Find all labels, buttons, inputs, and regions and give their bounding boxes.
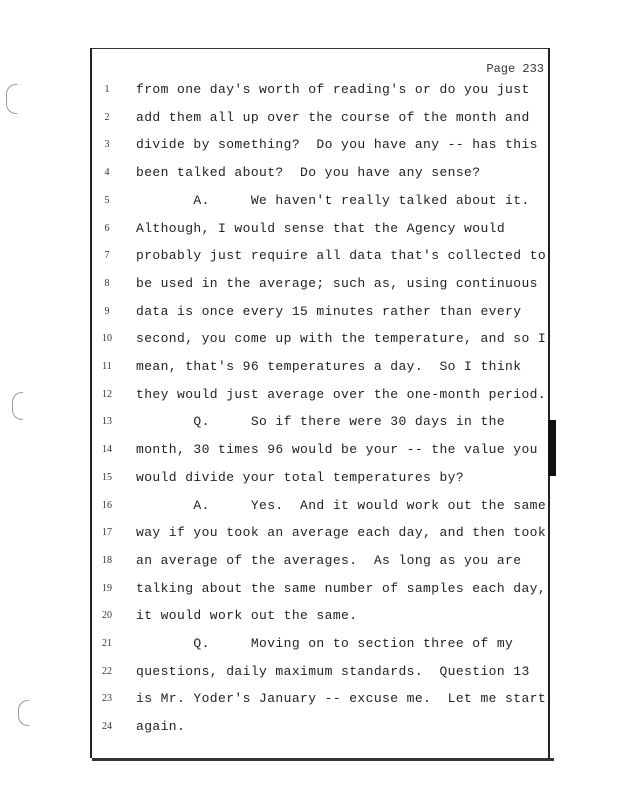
line-number: 5: [104, 194, 110, 206]
line-text: probably just require all data that's collected to: [136, 248, 547, 264]
line-number: 24: [102, 721, 112, 733]
line-text: Q. So if there were 30 days in the: [136, 414, 506, 430]
transcript-line: [0, 470, 622, 490]
line-text: it would work out the same.: [136, 608, 358, 624]
line-number: 21: [102, 638, 112, 649]
transcript-line: [0, 414, 622, 434]
line-text: data is once every 15 minutes rather than every: [136, 303, 522, 319]
line-text: A. Yes. And it would work out the same: [136, 497, 547, 513]
transcript-line: [0, 498, 622, 518]
line-number: 14: [102, 444, 112, 456]
line-text: is Mr. Yoder's January -- excuse me. Let me start: [136, 691, 547, 707]
transcript-line: [0, 248, 622, 268]
line-number: 3: [104, 139, 110, 151]
transcript-line: [0, 82, 622, 102]
transcript-line: [0, 276, 622, 296]
line-text: second, you come up with the temperature, and so I: [136, 331, 547, 347]
line-text: add them all up over the course of the month and: [136, 109, 530, 125]
line-number: 17: [102, 527, 112, 539]
transcript-line: [0, 387, 622, 407]
line-text: again.: [136, 719, 186, 735]
transcript-line: [0, 193, 622, 213]
line-number: 18: [102, 554, 112, 566]
line-number: 16: [102, 499, 112, 511]
line-number: 9: [104, 305, 110, 317]
line-text: way if you took an average each day, and then took: [136, 525, 547, 541]
transcript-line: [0, 581, 622, 601]
line-number: 2: [104, 111, 110, 123]
line-text: been talked about? Do you have any sense?: [136, 165, 481, 181]
line-number: 7: [104, 250, 110, 262]
transcript-line: [0, 442, 622, 462]
page-number: Page 233: [486, 62, 544, 76]
transcript-line: [0, 359, 622, 379]
line-text: mean, that's 96 temperatures a day. So I think: [136, 359, 522, 374]
line-number: 6: [104, 222, 110, 234]
line-number: 15: [102, 471, 112, 483]
transcript-line: [0, 137, 622, 157]
line-number: 1: [104, 84, 110, 95]
line-number: 10: [102, 333, 112, 345]
transcript-line: [0, 221, 622, 241]
transcript-line: [0, 304, 622, 324]
line-number: 8: [104, 277, 110, 289]
line-text: would divide your total temperatures by?: [136, 469, 465, 485]
line-number: 4: [104, 167, 110, 179]
line-text: from one day's worth of reading's or do you just: [136, 82, 530, 97]
transcript-line: [0, 331, 622, 351]
transcript-line: [0, 525, 622, 545]
line-text: Q. Moving on to section three of my: [136, 636, 514, 651]
line-number: 12: [102, 388, 112, 400]
transcript-line: [0, 664, 622, 684]
line-number: 13: [102, 416, 112, 428]
line-number: 23: [102, 693, 112, 705]
line-text: an average of the averages. As long as you are: [136, 552, 522, 568]
transcript-line: [0, 636, 622, 656]
line-text: they would just average over the one-month period.: [136, 386, 547, 402]
line-text: divide by something? Do you have any -- has this: [136, 137, 538, 153]
transcript-line: [0, 165, 622, 185]
transcript-line: [0, 553, 622, 573]
line-text: questions, daily maximum standards. Question 13: [136, 663, 530, 679]
transcript-line: [0, 691, 622, 711]
line-number: 22: [102, 665, 112, 677]
line-number: 11: [102, 361, 112, 372]
line-text: be used in the average; such as, using continuous: [136, 275, 538, 291]
transcript-line: [0, 110, 622, 130]
line-text: talking about the same number of samples each day,: [136, 580, 547, 596]
transcript-line: [0, 608, 622, 628]
line-text: month, 30 times 96 would be your -- the value you: [136, 442, 538, 458]
line-text: Although, I would sense that the Agency would: [136, 220, 506, 236]
line-number: 19: [102, 582, 112, 594]
line-text: A. We haven't really talked about it.: [136, 192, 530, 208]
line-number: 20: [102, 610, 112, 622]
transcript-line: [0, 719, 622, 739]
